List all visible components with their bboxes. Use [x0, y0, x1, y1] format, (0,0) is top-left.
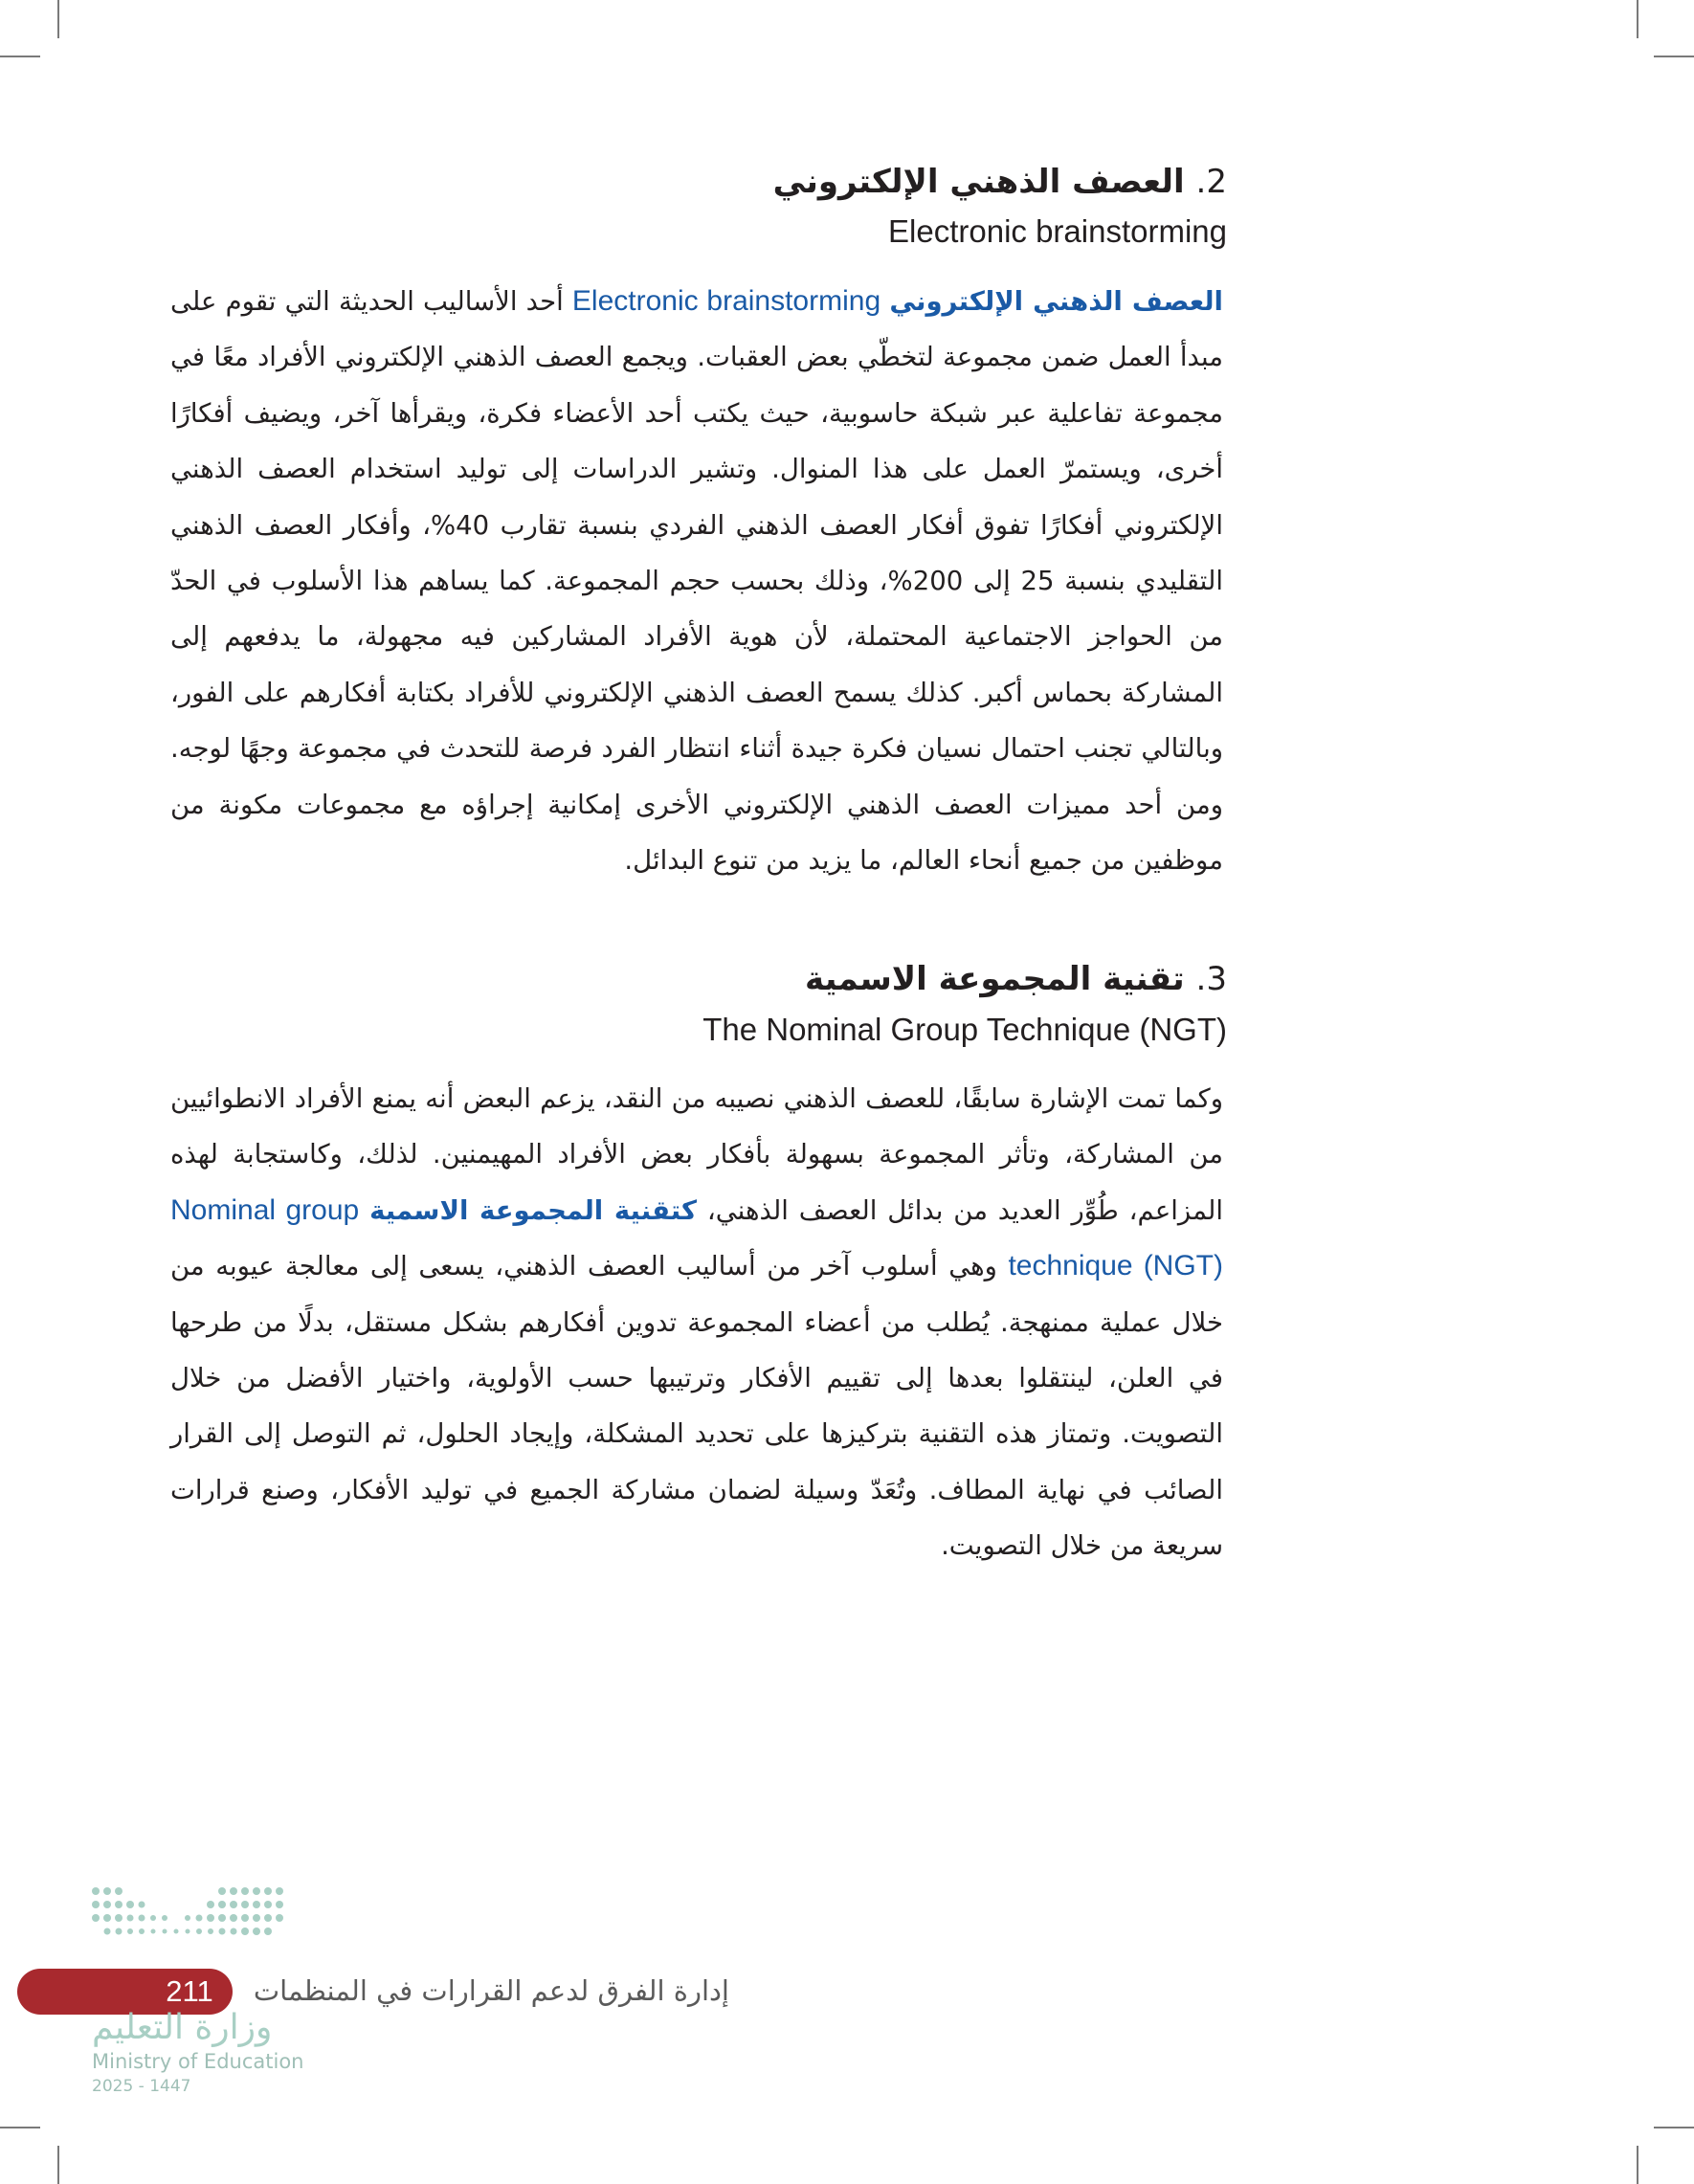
term-en: Electronic brainstorming	[571, 285, 881, 317]
ministry-name-ar: وزارة التعليم	[92, 2008, 273, 2047]
section-3-number: 3.	[1195, 960, 1227, 998]
crop-mark	[1654, 56, 1694, 57]
section-2-heading	[366, 163, 1227, 201]
crop-mark	[57, 0, 59, 38]
crop-mark	[0, 2127, 40, 2128]
paragraph-text-after: وهي أسلوب آخر من أساليب العصف الذهني، يسعى إلى معالجة عيوبه من خلال عملية ممنهجة. يُطلب من أعضاء المجموعة تدوين أفكارهم بشكل مستقل، بدلًا من طرحها في العلن، لينتقلوا بعدها إلى تقييم الأفكار وترتيبها حسب الأولوية، واختيار الأفضل من خلال التصويت. وتمتاز هذه التقنية بتركيزها على تحديد المشكلة، وإيجاد الحلول، ثم التوصل إلى القرار الصائب في نهاية المطاف. وتُعَدّ وسيلة لضمان مشاركة الجميع في توليد الأفكار، وصنع قرارات سريعة من خلال التصويت.	[170, 1251, 1223, 1562]
crop-mark	[1637, 2146, 1638, 2184]
paragraph-text: أحد الأساليب الحديثة التي تقوم على مبدأ العمل ضمن مجموعة لتخطّي بعض العقبات. ويجمع العصف الذهني الإلكتروني الأفراد معًا في مجموعة تفاعلية عبر شبكة حاسوبية، حيث يكتب أحد الأعضاء فكرة، ويقرأها آخر، ويضيف أفكارًا أخرى، ويستمرّ العمل على هذا المنوال. وتشير الدراسات إلى توليد استخدام العصف الذهني الإلكتروني أفكارًا تفوق أفكار العصف الذهني الفردي بنسبة تقارب 40%، وأفكار العصف الذهني التقليدي بنسبة 25 إلى 200%، وذلك بحسب حجم المجموعة. كما يساهم هذا الأسلوب في الحدّ من الحواجز الاجتماعية المحتملة، لأن هوية الأفراد المشاركين فيه مجهولة، ما يدفعهم إلى المشاركة بحماس أكبر. كذلك يسمح العصف الذهني الإلكتروني للأفراد بكتابة أفكارهم على الفور، وبالتالي تجنب احتمال نسيان فكرة جيدة أثناء انتظار الفرد فرصة للتحدث في مجموعة وجهًا لوجه. ومن أحد مميزات العصف الذهني الإلكتروني الأخرى إمكانية إجراؤه مع مجموعات مكونة من موظفين من جميع أنحاء العالم، ما يزيد من تنوع البدائل.	[170, 286, 1223, 877]
crop-mark	[1637, 0, 1638, 38]
section-2-title-en: Electronic brainstorming	[888, 213, 1227, 249]
section-3-title-en: The Nominal Group Technique (NGT)	[702, 1012, 1227, 1047]
paragraph-text-before: وكما تمت الإشارة سابقًا، للعصف الذهني نصيبه من النقد، يزعم البعض أنه يمنع الأفراد الانطوائيين من المشاركة، وتأثر المجموعة بسهولة بأفكار بعض الأفراد المهيمنين. لذلك، وكاستجابة لهذه المزاعم، طُوِّر العديد من بدائل العصف الذهني،	[170, 1083, 1223, 1226]
term-en: Nominal group technique (NGT)	[170, 1193, 1223, 1282]
term-ar: كتقنية المجموعة الاسمية	[369, 1194, 698, 1226]
section-2-paragraph	[170, 274, 1223, 888]
section-2-number: 2.	[1195, 163, 1227, 201]
page-number: 211	[166, 1974, 213, 2008]
section-3-title-ar: تقنية المجموعة الاسمية	[805, 960, 1185, 998]
section-3-heading	[366, 960, 1227, 998]
ministry-year: 2025 - 1447	[92, 2077, 191, 2096]
section-3-paragraph	[170, 1071, 1223, 1574]
term-ar: العصف الذهني الإلكتروني	[889, 286, 1223, 317]
ministry-name-en: Ministry of Education	[92, 2050, 304, 2073]
section-2-title-ar: العصف الذهني الإلكتروني	[772, 163, 1185, 201]
ministry-dots-logo-icon	[88, 1883, 308, 1970]
crop-mark	[57, 2146, 59, 2184]
footer-book-title: إدارة الفرق لدعم القرارات في المنظمات	[253, 1974, 729, 2007]
crop-mark	[0, 56, 40, 57]
crop-mark	[1654, 2127, 1694, 2128]
